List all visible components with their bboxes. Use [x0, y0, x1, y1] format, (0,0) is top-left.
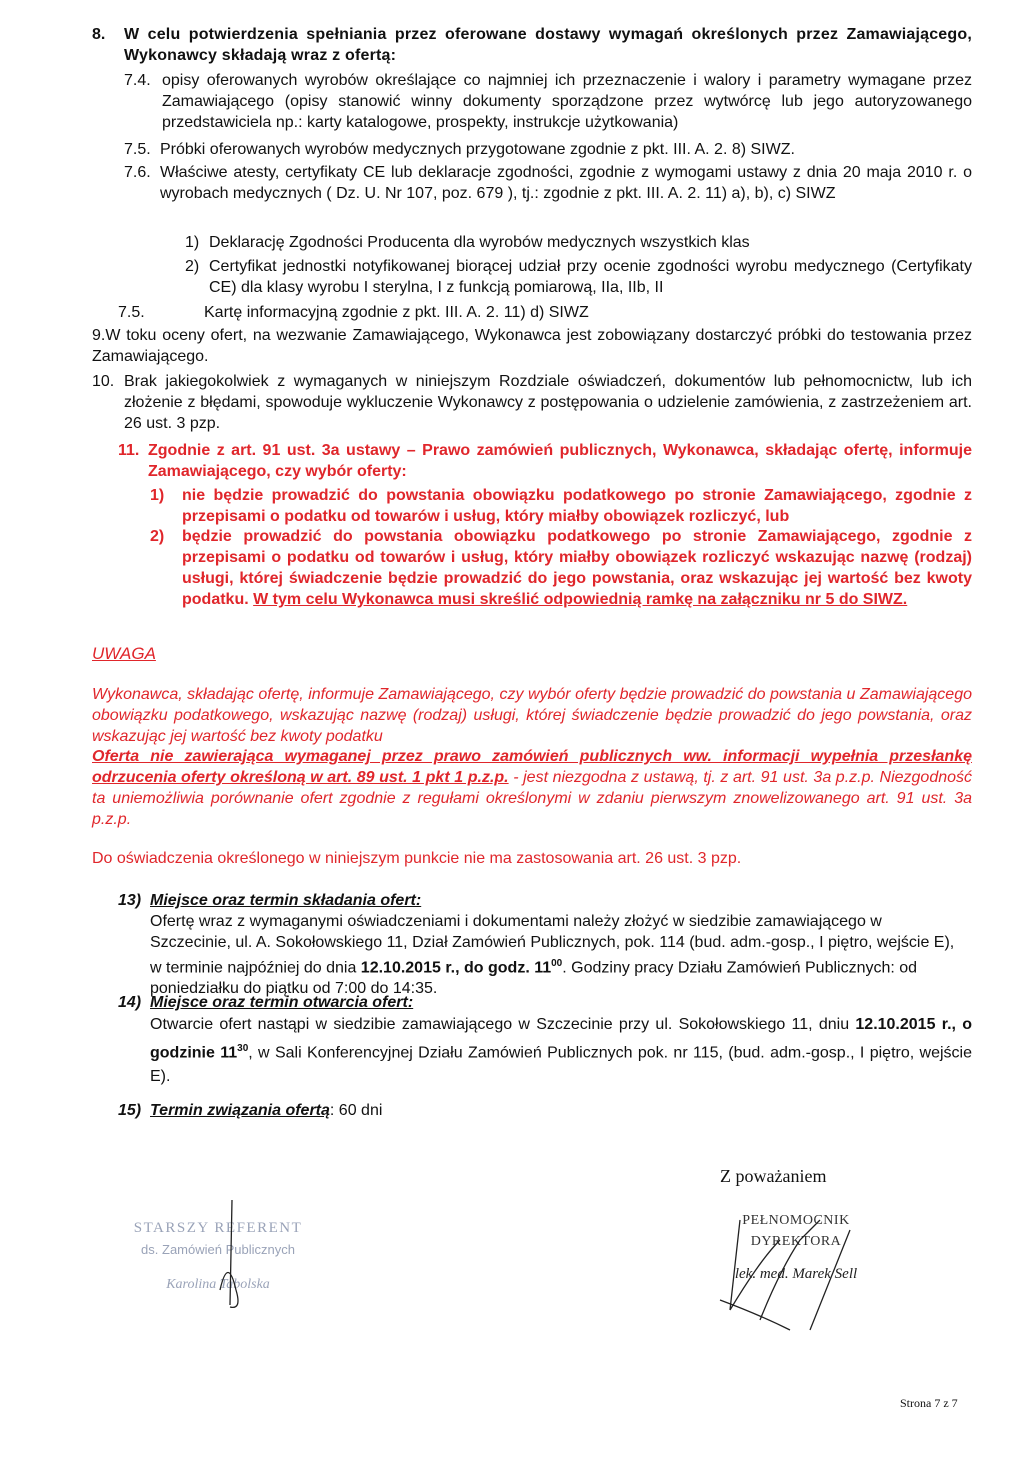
option-2-body: będzie prowadzić do powstania obowiązku podatkowego po stronie Zamawiającego, zgodnie z przepisami o podatku od towarów i usług, który miałby obowiązek rozliczyć wskazując nazwę (rodzaj) usługi, której świadczenie będzie prowadzić do jego powstania, oraz wskazując jej wartość bez kwoty podatku. — [182, 528, 972, 608]
sub-item-2-number: 2) — [185, 258, 200, 275]
left-signature-icon — [190, 1195, 280, 1315]
option-2-text — [182, 526, 972, 610]
option-2-number: 2) — [150, 528, 165, 545]
option-1-text: nie będzie prowadzić do powstania obowiązku podatkowego po stronie Zamawiającego, zgodnie z przepisami o podatku od towarów i usług, który miałby obowiązek rozliczyć, lub — [182, 487, 972, 525]
right-stamp-name: lek. med. Marek Sell — [734, 1266, 858, 1282]
item-7-6 — [124, 162, 972, 204]
sub-item-1-number: 1) — [185, 234, 200, 251]
item-7-6-number: 7.6. — [124, 164, 151, 181]
left-stamp-name: Karolina Tabolska — [166, 1277, 270, 1292]
item-7-4-number: 7.4. — [124, 72, 151, 89]
item-7-5-card — [118, 302, 972, 323]
section-14-number: 14) — [118, 994, 142, 1011]
sub-item-2-text: Certyfikat jednostki notyfikowanej biorącej udział przy ocenie zgodności wyrobu medycznego (Certyfikaty CE) dla klasy wyrobu I sterylna, I z funkcją pomiarową, IIa, IIb, II — [209, 258, 972, 296]
section-13 — [118, 890, 972, 911]
section-10 — [92, 371, 972, 434]
section-11 — [118, 440, 972, 482]
section-15 — [118, 1100, 972, 1121]
section-14-text — [150, 1013, 972, 1089]
left-stamp-dept: ds. Zamówień Publicznych — [141, 1242, 295, 1257]
section-11-heading: Zgodnie z art. 91 ust. 3a ustawy – Prawo zamówień publicznych, Wykonawca, składając ofertę, informuje Zamawiającego, czy wybór oferty: — [148, 442, 972, 480]
uwaga-label: UWAGA — [92, 644, 156, 663]
section-8-heading: W celu potwierdzenia spełniania przez oferowane dostawy wymagań określonych przez Zamawiającego, Wykonawcy składają wraz z ofertą: — [124, 26, 972, 64]
section-11-number: 11. — [118, 442, 140, 459]
uwaga-note: Do oświadczenia określonego w niniejszym punkcie nie ma zastosowania art. 26 ust. 3 pzp. — [92, 850, 742, 867]
closing-text: Z poważaniem — [720, 1166, 827, 1186]
uwaga-rejection-note: Oferta nie zawierająca wymaganej przez prawo zamówień publicznych ww. informacji wypełnia przesłankę odrzucenia oferty określoną w art. 89 ust. 1 pkt 1 p.z.p. — [92, 748, 972, 786]
item-7-5-card-number: 7.5. — [118, 304, 145, 321]
page-footer: Strona 7 z 7 — [900, 1396, 958, 1410]
section-14-text-2: , w Sali Konferencyjnej Działu Zamówień Publicznych pok. nr 115, (bud. adm.-gosp., I piętro, wejście E). — [150, 1044, 972, 1086]
sub-item-2 — [185, 256, 972, 298]
section-13-deadline-minutes: 00 — [551, 958, 563, 969]
section-10-number: 10. — [92, 373, 115, 390]
item-7-4-text: opisy oferowanych wyrobów określające co najmniej ich przeznaczenie i walory i parametry wymagane przez Zamawiającego (opisy stanowić winny dokumenty sporządzone przez wytwórcę lub jego autoryzowanego przedstawiciela np.: karty katalogowe, prospekty, instrukcje użytkowania) — [162, 72, 972, 131]
left-stamp-title: STARSZY REFERENT — [133, 1220, 303, 1236]
right-stamp-title: PEŁNOMOCNIK DYREKTORA — [742, 1213, 850, 1249]
section-10-text: Brak jakiegokolwiek z wymaganych w niniejszym Rozdziale oświadczeń, dokumentów lub pełnomocnictw, lub ich złożenie z błędami, spowoduje wykluczenie Wykonawcy z postępowania o udzielenie zamówienia, z zastrzeżeniem art. 26 ust. 3 pzp. — [124, 373, 972, 432]
item-7-5-number: 7.5. — [124, 141, 151, 158]
section-8 — [92, 24, 972, 66]
right-signature-icon — [700, 1200, 890, 1340]
section-13-heading: Miejsce oraz termin składania ofert: — [150, 892, 422, 909]
section-13-deadline: 12.10.2015 r., do godz. 11 — [360, 959, 552, 977]
option-1 — [150, 485, 972, 527]
section-13-number: 13) — [118, 892, 142, 909]
section-8-number: 8. — [92, 26, 106, 43]
option-1-number: 1) — [150, 487, 165, 504]
sub-item-1 — [185, 232, 972, 253]
section-14-opening-minutes: 30 — [237, 1043, 249, 1054]
section-13-text — [150, 911, 960, 999]
uwaga-text-2 — [92, 746, 972, 830]
item-7-5-samples — [124, 139, 972, 160]
item-7-5-text: Próbki oferowanych wyrobów medycznych przygotowane zgodnie z pkt. III. A. 2. 8) SIWZ. — [160, 141, 795, 158]
uwaga-rejection-rest: - jest niezgodna z ustawą, tj. z art. 91 ust. 3a p.z.p. Niezgodność ta uniemożliwia porównanie ofert zgodnie z regułami określonymi w zdaniu pierwszym znowelizowanego art. 91 ust. 3a p.z.p. — [92, 769, 973, 828]
section-15-heading: Termin związania ofertą — [150, 1102, 330, 1119]
section-14-heading: Miejsce oraz termin otwarcia ofert: — [150, 994, 414, 1011]
section-13-text-2: . Godziny pracy Działu Zamówień Publicznych: od poniedziałku do piątku od 7:00 do 14:35. — [150, 959, 918, 998]
uwaga-text-1: Wykonawca, składając ofertę, informuje Zamawiającego, czy wybór oferty będzie prowadzić do powstania u Zamawiającego obowiązku podatkowego, wskazując nazwę (rodzaj) usługi, której świadczenie będzie prowadzić do jego powstania, oraz wskazując jej wartość bez kwoty podatku — [92, 686, 972, 745]
section-9-text: 9.W toku oceny ofert, na wezwanie Zamawiającego, Wykonawca jest zobowiązany dostarczyć próbki do testowania przez Zamawiającego. — [92, 327, 972, 365]
section-15-number: 15) — [118, 1102, 142, 1119]
section-13-text-1: Ofertę wraz z wymaganymi oświadczeniami i dokumentami należy złożyć w siedzibie zamawiającego w Szczecinie, ul. A. Sokołowskiego 11, Dział Zamówień Publicznych, pok. 114 (bud. adm.-gosp., I piętro, wejście E), w terminie najpóźniej do dnia — [150, 913, 955, 977]
item-7-4 — [124, 70, 972, 133]
section-14 — [118, 992, 972, 1013]
sub-item-1-text: Deklarację Zgodności Producenta dla wyrobów medycznych wszystkich klas — [209, 234, 750, 251]
item-7-5-card-text: Kartę informacyjną zgodnie z pkt. III. A. 2. 11) d) SIWZ — [204, 304, 589, 321]
option-2-underlined: W tym celu Wykonawca musi skreślić odpowiednią ramkę na załączniku nr 5 do SIWZ. — [253, 591, 908, 608]
section-14-text-1: Otwarcie ofert nastąpi w siedzibie zamawiającego w Szczecinie przy ul. Sokołowskiego 11, dniu — [150, 1016, 856, 1033]
section-14-opening-time: 12.10.2015 r., o godzinie 11 — [150, 1016, 972, 1062]
item-7-6-text: Właściwe atesty, certyfikaty CE lub deklaracje zgodności, zgodnie z wymogami ustawy z dnia 20 maja 2010 r. o wyrobach medycznych ( Dz. U. Nr 107, poz. 679 ), tj.: zgodnie z pkt. III. A. 2. 11) a), b), c) SIWZ — [160, 164, 972, 202]
option-2 — [150, 526, 972, 610]
section-15-value: : 60 dni — [329, 1102, 383, 1119]
